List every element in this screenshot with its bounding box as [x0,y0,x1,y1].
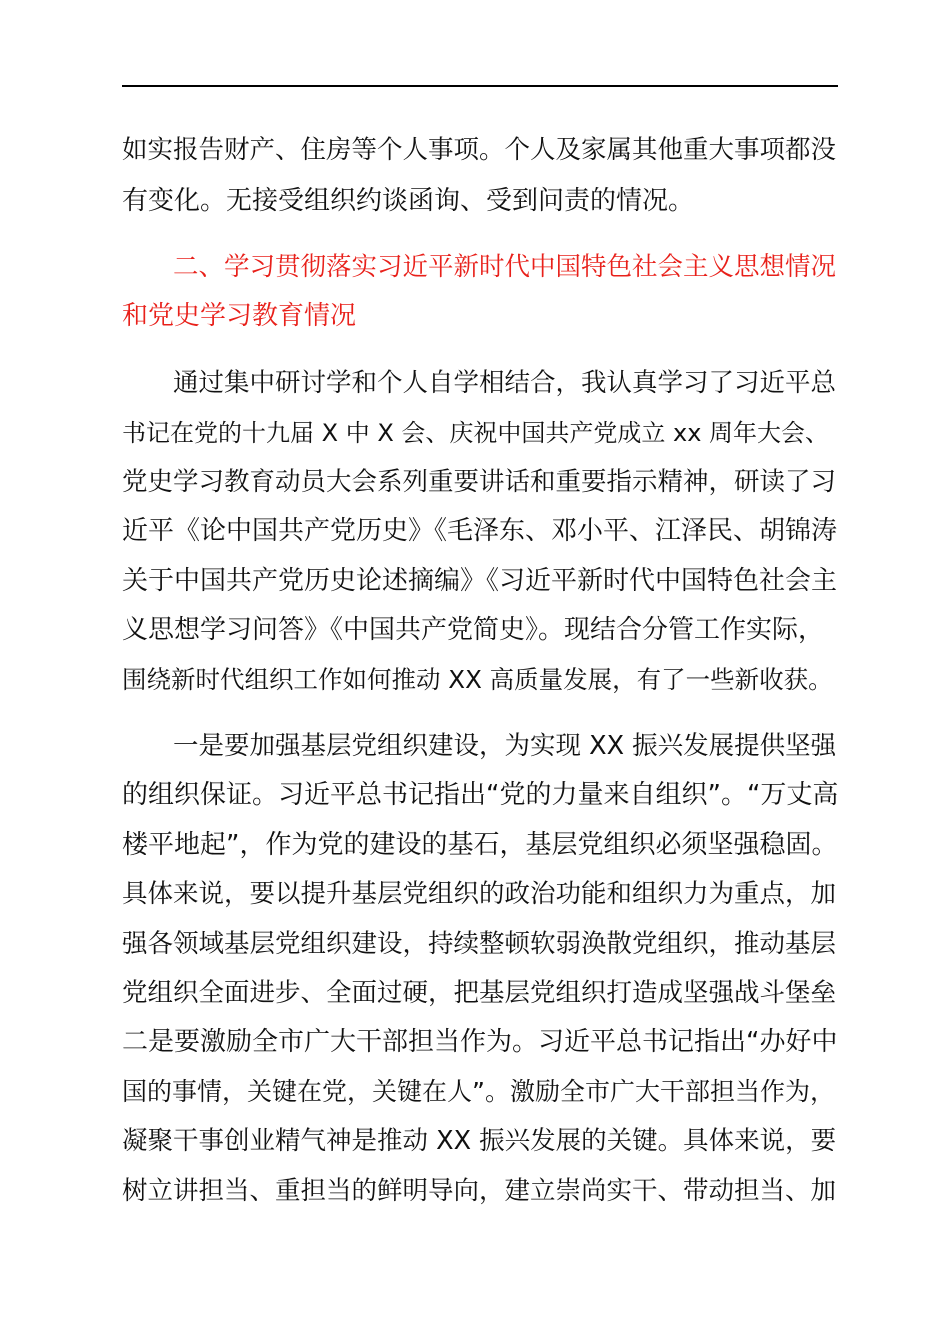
text-line: 围绕新时代组织工作如何推动 XX 高质量发展，有了一些新收获。 [122,665,833,694]
text-line: 有变化。无接受组织约谈函询、受到问责的情况。 [122,186,695,216]
text-line: 楼平地起”，作为党的建设的基石，基层党组织必须坚强稳固。 [122,830,838,860]
text-line: 党组织全面进步、全面过硬，把基层党组织打造成坚强战斗堡垒 [122,978,837,1008]
text-line: 通过集中研讨学和个人自学相结合，我认真学习了习近平总 [122,368,837,398]
text-line: 书记在党的十九届 X 中 X 会、庆祝中国共产党成立 xx 周年大会、 [122,419,830,447]
header-rule [122,85,838,87]
text-line: 凝聚干事创业精气神是推动 XX 振兴发展的关键。具体来说，要 [122,1126,837,1156]
text-line: 如实报告财产、住房等个人事项。个人及家属其他重大事项都没 [122,135,837,165]
text-line: 关于中国共产党历史论述摘编》《习近平新时代中国特色社会主 [122,566,838,596]
text-line: 近平《论中国共产党历史》《毛泽东、邓小平、江泽民、胡锦涛 [122,516,838,546]
text-line: 二是要激励全市广大干部担当作为。习近平总书记指出“办好中 [122,1027,838,1057]
text-line: 具体来说，要以提升基层党组织的政治功能和组织力为重点，加 [122,879,837,909]
section-heading-line: 二、学习贯彻落实习近平新时代中国特色社会主义思想情况 [122,252,837,282]
text-line: 强各领域基层党组织建设，持续整顿软弱涣散党组织，推动基层 [122,929,837,959]
text-line: 国的事情，关键在党，关键在人”。激励全市广大干部担当作为， [122,1077,835,1106]
text-line: 党史学习教育动员大会系列重要讲话和重要指示精神，研读了习 [122,467,837,497]
text-line: 树立讲担当、重担当的鲜明导向，建立崇尚实干、带动担当、加 [122,1176,837,1206]
section-heading-line: 和党史学习教育情况 [122,301,357,331]
text-line: 的组织保证。习近平总书记指出“党的力量来自组织”。“万丈高 [122,780,839,810]
text-line: 义思想学习问答》《中国共产党简史》。现结合分管工作实际， [122,615,825,645]
text-line: 一是要加强基层党组织建设，为实现 XX 振兴发展提供坚强 [122,731,837,761]
